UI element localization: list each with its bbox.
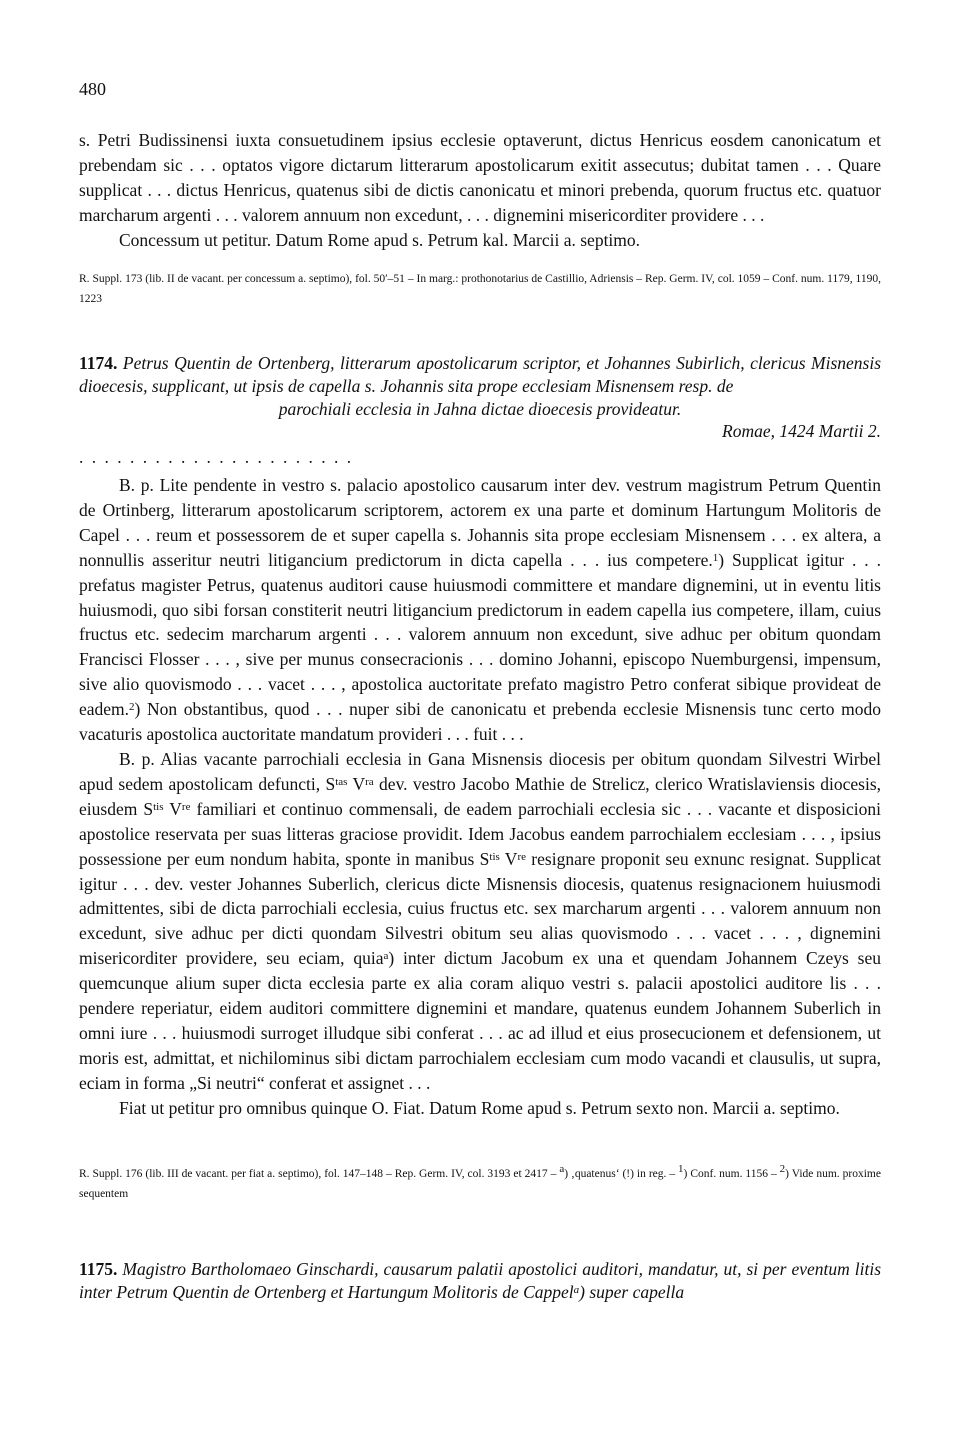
omission-dots: [79, 445, 881, 470]
fiat-line: Fiat ut petitur pro omnibus quinque O. Fiat. Datum Rome apud s. Petrum sexto non. Marcii a. septimo.: [119, 1097, 840, 1118]
omission-marks: . . . . . . . . . . . . . . . . . . . . . .: [79, 447, 354, 467]
entry-number: 1174.: [79, 353, 118, 373]
footnote-ref-1: 1: [712, 551, 719, 564]
entry-summary: Petrus Quentin de Ortenberg, litterarum apostolicarum scriptor, et Johannes Subirlich, clericus Misnensis dioecesis, supplicant, ut ipsis de capella s. Johannis sita prope ecclesiam Misnensem resp. de: [79, 353, 881, 396]
entry-number: 1175.: [79, 1259, 118, 1279]
place-date: Romae, 1424 Martii 2.: [722, 421, 881, 442]
entry-1174-footnote: [79, 1164, 881, 1204]
petition-paragraph-1: B. p. Lite pendente in vestro s. palacio apostolico causarum inter dev. vestrum magistrum Petrum Quentin de Ortinberg, litterarum apostolicarum scriptorem, actorem ex una parte et dominum Hartungum Molitoris de Capel . . . reum et possessorem de et super capella s. Johannis sita prope ecclesiam Misnensem . . . ex altera, a nonnullis asseritur neutri litigancium predictorum in dicta capella . . . ius competere.$^1$) Supplicat igitur . . . prefatus magister Petrus, quatenus auditori cause huiusmodi committere et mandare dignemini, ut in eventu litis huiusmodi, quo sibi forsan constiterit neutri litigancium predictorum in eadem capella ius competere, illam, cuius fructus etc. sedecim marcharum argenti . . . valorem annuum non excedunt, sive adhuc per obitum quondam Francisci Flosser . . . , sive per munus consecracionis . . . domino Johanni, episcopo Nuemburgensi, impensum, sive alio quovismodo . . . vacet . . . , apostolica auctoritate prefato magistro Petro conferat sibique provideat de eadem.$^2$) Non obstantibus, quod . . . nuper sibi de canonicatu et prebenda ecclesie Misnensis tunc certo modo vacaturis apostolica auctoritate mandatum provideri . . . fuit . . .: [79, 475, 881, 745]
intro-note: R. Suppl. 173 (lib. II de vacant. per concessum a. septimo), fol. 50′–51 – In marg.: prothonotarius de Castillio, Adriensis – Rep. Germ. IV, col. 1059 – Conf. num. 1179, 1190, 1223: [79, 273, 881, 305]
petition-paragraph-2: B. p. Alias vacante parrochiali ecclesia in Gana Misnensis diocesis per obitum quondam Silvestri Wirbel apud sedem apostolicam defuncti, $S^{tas}$ $V^{ra}$ dev. vestro Jacobo Mathie de Strelicz, clerico Wratislaviensis diocesis, eiusdem $S^{tis}$ Vre familiari et continuo commensali, de eadem parrochiali ecclesia sic . . . vacante et disposicioni apostolice reservata per suas litteras graciose providit. Idem Jacobus eandem parrochialem ecclesiam . . . , ipsius possessione per eum nondum habita, sponte in manibus $S^{tis}$ Vre resignare proponit seu exnunc resignat. Supplicat igitur . . . dev. vester Johannes Suberlich, clericus dicte Misnensis diocesis, quatenus resignacionem huiusmodi admittentes, sibi de dicta parrochiali ecclesia, cuius fructus etc. sex marcharum argenti . . . valorem annuum non excedunt, sive adhuc per dicti quondam Silvestri obitum seu alias quovismodo . . . vacet . . . , dignemini misericorditer providere, seu eciam, quia$^a$) inter dictum Jacobum ex una et quendam Johannem Czeys seu quemcunque alium super dicta ecclesia parte ex alia coram aliquo vestri s. palacii apostolici auditore lis . . . pendere reperiatur, eidem auditori committere dignemini et mandare, quatenus eundem Johannem Suberlich in omni iure . . . huiusmodi surroget illudque sibi conferat . . . ac ad illud et eius prosecucionem et defensionem, ut moris est, admittat, et nichilominus sibi dictam parrochialem ecclesiam cum modo vacandi et clausulis, ut supra, eciam in forma „Si neutri“ conferat et assignet . . .: [79, 748, 882, 1093]
intro-footnote: [79, 269, 881, 309]
entry-1174-body: [79, 473, 881, 1121]
page-number: 480: [79, 79, 106, 99]
intro-concessum: Concessum ut petitur. Datum Rome apud s. Petrum kal. Marcii a. septimo.: [119, 229, 641, 250]
intro-text: [79, 128, 881, 253]
entry-1174-heading: [79, 352, 881, 443]
intro-paragraph: s. Petri Budissinensi iuxta consuetudinem ipsius ecclesie optaverunt, dictus Henricus eosdem canonicatum et prebendam sic . . . optatos vigore dictarum litterarum apostolicarum exitit assecutus; dubitat tamen . . . Quare supplicat . . . dictus Henricus, quatenus sibi de dictis canonicatu et minori prebenda, quorum fructus etc. quatuor marcharum argenti . . . valorem annuum non excedunt, . . . dignemini misericorditer providere . . .: [79, 130, 881, 225]
footnote-ref-a: a: [383, 950, 389, 963]
entry-1175-heading: 1175. Magistro Bartholomaeo Ginschardi, causarum palatii apostolici auditori, mandatur, ut, si per eventum litis inter Petrum Quentin de Ortenberg et Hartungum Molitoris de Cappel$^a$) super capella: [79, 1259, 881, 1302]
footnote-ref-a: a: [573, 1283, 580, 1296]
entry-note: R. Suppl. 176 (lib. III de vacant. per fiat a. septimo), fol. 147–148 – Rep. Germ. IV, col. 3193 et 2417 – $^a$) ‚quatenus‘ (!) in reg. – $^1$) Conf. num. 1156 – $^2$) Vide num. proxime sequentem: [79, 1163, 881, 1200]
entry-summary-end: parochiali ecclesia in Jahna dictae dioecesis provideatur.: [278, 398, 682, 419]
footnote-ref-2: 2: [129, 701, 135, 714]
